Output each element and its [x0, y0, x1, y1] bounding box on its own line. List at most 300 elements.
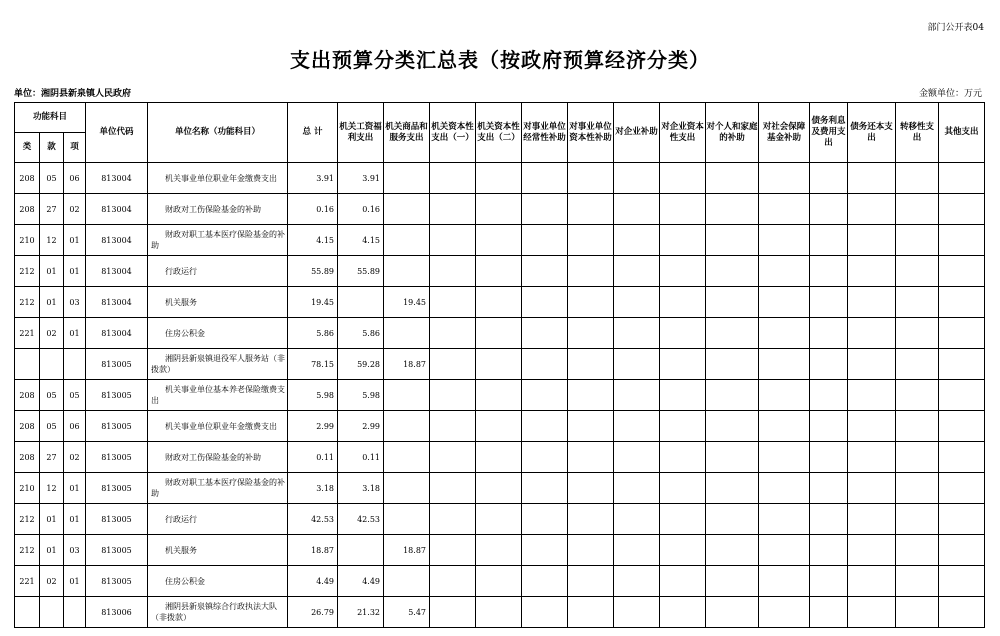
cell-total: 26.79	[288, 597, 338, 628]
cell-unit-code: 813004	[86, 225, 148, 256]
table-row	[15, 597, 985, 628]
cell-unit-code: 813005	[86, 535, 148, 566]
cell-goods-services	[384, 411, 430, 442]
table-row	[15, 225, 985, 256]
col-header: 对事业单位资本性补助	[568, 103, 614, 163]
cell-empty	[522, 349, 568, 380]
cell-unit-code: 813005	[86, 442, 148, 473]
table-row	[15, 194, 985, 225]
cell-empty	[896, 535, 939, 566]
cell-empty	[430, 504, 476, 535]
cell-empty	[939, 287, 985, 318]
cell-empty	[759, 504, 810, 535]
cell-empty	[939, 597, 985, 628]
cell-empty	[522, 535, 568, 566]
page-title: 支出预算分类汇总表（按政府预算经济分类）	[290, 48, 710, 72]
cell-empty	[896, 473, 939, 504]
cell-wage-welfare: 21.32	[338, 597, 384, 628]
cell-empty	[614, 194, 660, 225]
cell-unit-name: 机关服务	[148, 535, 288, 566]
cell-total: 5.98	[288, 380, 338, 411]
cell-empty	[476, 256, 522, 287]
cell-kuan: 02	[40, 318, 64, 349]
col-header: 对社会保障基金补助	[759, 103, 810, 163]
col-header: 机关工资福利支出	[338, 103, 384, 163]
cell-empty	[759, 194, 810, 225]
table-row	[15, 442, 985, 473]
cell-empty	[939, 256, 985, 287]
cell-empty	[706, 504, 759, 535]
cell-goods-services	[384, 442, 430, 473]
col-header: 对个人和家庭的补助	[706, 103, 759, 163]
cell-lei: 208	[15, 194, 40, 225]
cell-empty	[810, 318, 848, 349]
cell-empty	[568, 194, 614, 225]
cell-empty	[939, 194, 985, 225]
cell-lei	[15, 597, 40, 628]
cell-empty	[614, 318, 660, 349]
cell-empty	[896, 349, 939, 380]
cell-empty	[810, 287, 848, 318]
cell-empty	[568, 318, 614, 349]
cell-empty	[476, 318, 522, 349]
cell-empty	[848, 349, 896, 380]
cell-empty	[660, 380, 706, 411]
cell-empty	[810, 411, 848, 442]
cell-empty	[896, 504, 939, 535]
cell-unit-name: 住房公积金	[148, 318, 288, 349]
cell-empty	[660, 287, 706, 318]
cell-wage-welfare: 0.16	[338, 194, 384, 225]
table-row	[15, 163, 985, 194]
cell-empty	[848, 597, 896, 628]
cell-empty	[706, 194, 759, 225]
cell-empty	[939, 225, 985, 256]
cell-wage-welfare: 4.49	[338, 566, 384, 597]
cell-empty	[476, 411, 522, 442]
cell-lei: 208	[15, 163, 40, 194]
table-row	[15, 473, 985, 504]
cell-empty	[522, 163, 568, 194]
cell-empty	[614, 442, 660, 473]
cell-empty	[759, 318, 810, 349]
cell-empty	[706, 163, 759, 194]
col-header: 债务利息及费用支出	[810, 103, 848, 163]
cell-empty	[568, 566, 614, 597]
cell-empty	[848, 194, 896, 225]
cell-unit-code: 813005	[86, 473, 148, 504]
cell-empty	[939, 411, 985, 442]
cell-empty	[430, 163, 476, 194]
cell-empty	[759, 535, 810, 566]
cell-empty	[614, 473, 660, 504]
cell-empty	[660, 349, 706, 380]
cell-empty	[430, 411, 476, 442]
cell-empty	[476, 380, 522, 411]
cell-unit-name: 财政对职工基本医疗保险基金的补助	[148, 225, 288, 256]
cell-goods-services	[384, 194, 430, 225]
cell-unit-name: 机关服务	[148, 287, 288, 318]
cell-empty	[810, 256, 848, 287]
cell-empty	[939, 566, 985, 597]
cell-kuan: 27	[40, 194, 64, 225]
total-header: 总 计	[288, 103, 338, 163]
cell-empty	[476, 287, 522, 318]
cell-empty	[660, 504, 706, 535]
cell-empty	[476, 194, 522, 225]
cell-empty	[759, 411, 810, 442]
func-subject-header: 功能科目	[15, 103, 86, 133]
cell-empty	[660, 442, 706, 473]
cell-unit-name: 财政对工伤保险基金的补助	[148, 442, 288, 473]
col-header: 机关资本性支出（一）	[430, 103, 476, 163]
cell-unit-name: 住房公积金	[148, 566, 288, 597]
cell-empty	[430, 566, 476, 597]
cell-empty	[706, 380, 759, 411]
cell-unit-name: 行政运行	[148, 256, 288, 287]
cell-empty	[706, 225, 759, 256]
cell-empty	[896, 411, 939, 442]
cell-unit-name: 行政运行	[148, 504, 288, 535]
cell-empty	[939, 442, 985, 473]
cell-lei: 221	[15, 318, 40, 349]
cell-empty	[706, 597, 759, 628]
cell-lei: 221	[15, 566, 40, 597]
cell-goods-services	[384, 504, 430, 535]
cell-empty	[522, 442, 568, 473]
cell-empty	[896, 287, 939, 318]
cell-empty	[430, 318, 476, 349]
cell-xiang: 03	[64, 287, 86, 318]
cell-empty	[430, 225, 476, 256]
cell-unit-name: 机关事业单位职业年金缴费支出	[148, 163, 288, 194]
cell-unit-code: 813004	[86, 287, 148, 318]
unit-name-header: 单位名称（功能科目）	[148, 103, 288, 163]
cell-empty	[660, 473, 706, 504]
cell-kuan: 05	[40, 380, 64, 411]
cell-empty	[522, 287, 568, 318]
cell-empty	[848, 535, 896, 566]
cell-unit-code: 813005	[86, 349, 148, 380]
cell-empty	[660, 194, 706, 225]
cell-empty	[706, 473, 759, 504]
cell-empty	[848, 473, 896, 504]
cell-wage-welfare: 59.28	[338, 349, 384, 380]
cell-xiang: 01	[64, 566, 86, 597]
cell-wage-welfare: 3.18	[338, 473, 384, 504]
cell-empty	[848, 411, 896, 442]
cell-empty	[939, 318, 985, 349]
cell-empty	[810, 597, 848, 628]
cell-goods-services	[384, 380, 430, 411]
cell-empty	[706, 287, 759, 318]
cell-empty	[810, 535, 848, 566]
cell-xiang: 03	[64, 535, 86, 566]
cell-empty	[476, 566, 522, 597]
cell-empty	[476, 504, 522, 535]
cell-empty	[939, 504, 985, 535]
table-row	[15, 380, 985, 411]
cell-total: 4.49	[288, 566, 338, 597]
cell-empty	[522, 318, 568, 349]
cell-xiang	[64, 349, 86, 380]
cell-unit-name: 机关事业单位基本养老保险缴费支出	[148, 380, 288, 411]
cell-empty	[759, 256, 810, 287]
cell-empty	[810, 442, 848, 473]
cell-goods-services	[384, 566, 430, 597]
cell-lei	[15, 349, 40, 380]
cell-empty	[614, 225, 660, 256]
col-header: 对企业补助	[614, 103, 660, 163]
cell-empty	[430, 349, 476, 380]
cell-empty	[522, 566, 568, 597]
cell-goods-services: 18.87	[384, 535, 430, 566]
kuan-header: 款	[40, 133, 64, 163]
cell-empty	[706, 349, 759, 380]
cell-empty	[522, 225, 568, 256]
cell-empty	[660, 256, 706, 287]
cell-empty	[896, 318, 939, 349]
cell-empty	[848, 442, 896, 473]
cell-empty	[896, 163, 939, 194]
cell-empty	[896, 225, 939, 256]
col-header: 对事业单位经常性补助	[522, 103, 568, 163]
cell-empty	[810, 225, 848, 256]
cell-empty	[522, 256, 568, 287]
cell-xiang: 05	[64, 380, 86, 411]
cell-total: 2.99	[288, 411, 338, 442]
cell-unit-code: 813005	[86, 566, 148, 597]
cell-empty	[568, 597, 614, 628]
cell-empty	[614, 535, 660, 566]
cell-empty	[759, 566, 810, 597]
cell-wage-welfare: 42.53	[338, 504, 384, 535]
cell-empty	[848, 163, 896, 194]
table-row	[15, 411, 985, 442]
cell-empty	[706, 442, 759, 473]
cell-empty	[706, 535, 759, 566]
col-header: 转移性支出	[896, 103, 939, 163]
cell-unit-name: 机关事业单位职业年金缴费支出	[148, 411, 288, 442]
unit-code-header: 单位代码	[86, 103, 148, 163]
cell-total: 0.16	[288, 194, 338, 225]
cell-goods-services: 18.87	[384, 349, 430, 380]
cell-empty	[430, 473, 476, 504]
cell-unit-code: 813004	[86, 163, 148, 194]
table-row	[15, 349, 985, 380]
col-header: 债务还本支出	[848, 103, 896, 163]
cell-empty	[660, 535, 706, 566]
cell-lei: 210	[15, 473, 40, 504]
cell-empty	[430, 597, 476, 628]
table-row	[15, 287, 985, 318]
cell-empty	[848, 256, 896, 287]
col-header: 其他支出	[939, 103, 985, 163]
cell-lei: 210	[15, 225, 40, 256]
cell-total: 19.45	[288, 287, 338, 318]
cell-empty	[568, 442, 614, 473]
cell-total: 3.91	[288, 163, 338, 194]
cell-empty	[568, 163, 614, 194]
cell-empty	[939, 535, 985, 566]
cell-empty	[939, 163, 985, 194]
cell-unit-code: 813004	[86, 318, 148, 349]
cell-empty	[614, 411, 660, 442]
cell-kuan: 01	[40, 535, 64, 566]
cell-empty	[568, 349, 614, 380]
table-row	[15, 504, 985, 535]
cell-empty	[896, 194, 939, 225]
cell-empty	[759, 287, 810, 318]
cell-empty	[848, 504, 896, 535]
cell-empty	[430, 380, 476, 411]
cell-empty	[568, 256, 614, 287]
cell-empty	[568, 473, 614, 504]
cell-empty	[848, 566, 896, 597]
cell-empty	[660, 225, 706, 256]
cell-empty	[476, 349, 522, 380]
cell-goods-services: 5.47	[384, 597, 430, 628]
cell-xiang: 01	[64, 504, 86, 535]
xiang-header: 项	[64, 133, 86, 163]
cell-lei: 212	[15, 287, 40, 318]
cell-empty	[939, 473, 985, 504]
cell-empty	[568, 411, 614, 442]
cell-lei: 208	[15, 380, 40, 411]
cell-kuan: 01	[40, 256, 64, 287]
cell-total: 0.11	[288, 442, 338, 473]
table-row	[15, 535, 985, 566]
cell-empty	[810, 380, 848, 411]
cell-total: 18.87	[288, 535, 338, 566]
table-body	[15, 163, 985, 628]
cell-goods-services	[384, 225, 430, 256]
cell-xiang: 06	[64, 163, 86, 194]
cell-kuan: 12	[40, 225, 64, 256]
cell-total: 78.15	[288, 349, 338, 380]
cell-empty	[848, 318, 896, 349]
cell-empty	[706, 318, 759, 349]
cell-empty	[810, 504, 848, 535]
cell-empty	[896, 566, 939, 597]
cell-empty	[614, 287, 660, 318]
cell-empty	[568, 225, 614, 256]
cell-empty	[660, 597, 706, 628]
cell-empty	[706, 566, 759, 597]
cell-empty	[614, 349, 660, 380]
cell-goods-services	[384, 473, 430, 504]
cell-empty	[430, 287, 476, 318]
cell-empty	[810, 163, 848, 194]
cell-goods-services: 19.45	[384, 287, 430, 318]
cell-empty	[848, 225, 896, 256]
cell-empty	[476, 225, 522, 256]
cell-empty	[810, 349, 848, 380]
col-header: 机关商品和服务支出	[384, 103, 430, 163]
budget-table	[14, 102, 985, 628]
cell-empty	[476, 473, 522, 504]
cell-empty	[568, 287, 614, 318]
cell-wage-welfare: 4.15	[338, 225, 384, 256]
cell-xiang: 01	[64, 225, 86, 256]
lei-header: 类	[15, 133, 40, 163]
cell-empty	[660, 566, 706, 597]
cell-empty	[759, 597, 810, 628]
cell-unit-name: 湘阴县新泉镇退役军人服务站（非拨款）	[148, 349, 288, 380]
cell-xiang: 02	[64, 442, 86, 473]
cell-unit-code: 813005	[86, 504, 148, 535]
col-header: 对企业资本性支出	[660, 103, 706, 163]
cell-kuan: 01	[40, 287, 64, 318]
cell-empty	[848, 287, 896, 318]
cell-wage-welfare: 5.98	[338, 380, 384, 411]
cell-empty	[939, 380, 985, 411]
cell-wage-welfare: 5.86	[338, 318, 384, 349]
cell-kuan	[40, 597, 64, 628]
cell-unit-code: 813005	[86, 380, 148, 411]
cell-kuan	[40, 349, 64, 380]
cell-empty	[614, 256, 660, 287]
cell-empty	[430, 535, 476, 566]
cell-empty	[614, 597, 660, 628]
cell-wage-welfare: 3.91	[338, 163, 384, 194]
cell-kuan: 01	[40, 504, 64, 535]
cell-lei: 208	[15, 411, 40, 442]
amount-unit: 金额单位：万元	[918, 89, 982, 99]
cell-total: 42.53	[288, 504, 338, 535]
cell-empty	[759, 163, 810, 194]
cell-goods-services	[384, 256, 430, 287]
cell-empty	[759, 225, 810, 256]
cell-goods-services	[384, 163, 430, 194]
cell-xiang: 01	[64, 318, 86, 349]
cell-total: 3.18	[288, 473, 338, 504]
cell-total: 5.86	[288, 318, 338, 349]
cell-lei: 208	[15, 442, 40, 473]
cell-empty	[759, 380, 810, 411]
cell-wage-welfare: 2.99	[338, 411, 384, 442]
cell-empty	[476, 535, 522, 566]
cell-unit-name: 湘阴县新泉镇综合行政执法大队（非拨款）	[148, 597, 288, 628]
cell-empty	[430, 194, 476, 225]
unit-name: 单位：湘阴县新泉镇人民政府	[14, 89, 132, 99]
cell-unit-name: 财政对工伤保险基金的补助	[148, 194, 288, 225]
cell-empty	[759, 349, 810, 380]
cell-empty	[614, 380, 660, 411]
cell-goods-services	[384, 318, 430, 349]
cell-total: 4.15	[288, 225, 338, 256]
cell-kuan: 05	[40, 163, 64, 194]
cell-empty	[660, 163, 706, 194]
cell-empty	[522, 597, 568, 628]
cell-empty	[759, 473, 810, 504]
cell-wage-welfare: 0.11	[338, 442, 384, 473]
cell-xiang: 01	[64, 473, 86, 504]
cell-empty	[476, 597, 522, 628]
cell-kuan: 05	[40, 411, 64, 442]
cell-empty	[614, 163, 660, 194]
cell-empty	[896, 380, 939, 411]
cell-empty	[614, 504, 660, 535]
table-row	[15, 318, 985, 349]
cell-empty	[896, 442, 939, 473]
cell-empty	[848, 380, 896, 411]
cell-empty	[660, 411, 706, 442]
cell-wage-welfare	[338, 535, 384, 566]
cell-xiang: 01	[64, 256, 86, 287]
table-row	[15, 256, 985, 287]
cell-unit-code: 813004	[86, 194, 148, 225]
